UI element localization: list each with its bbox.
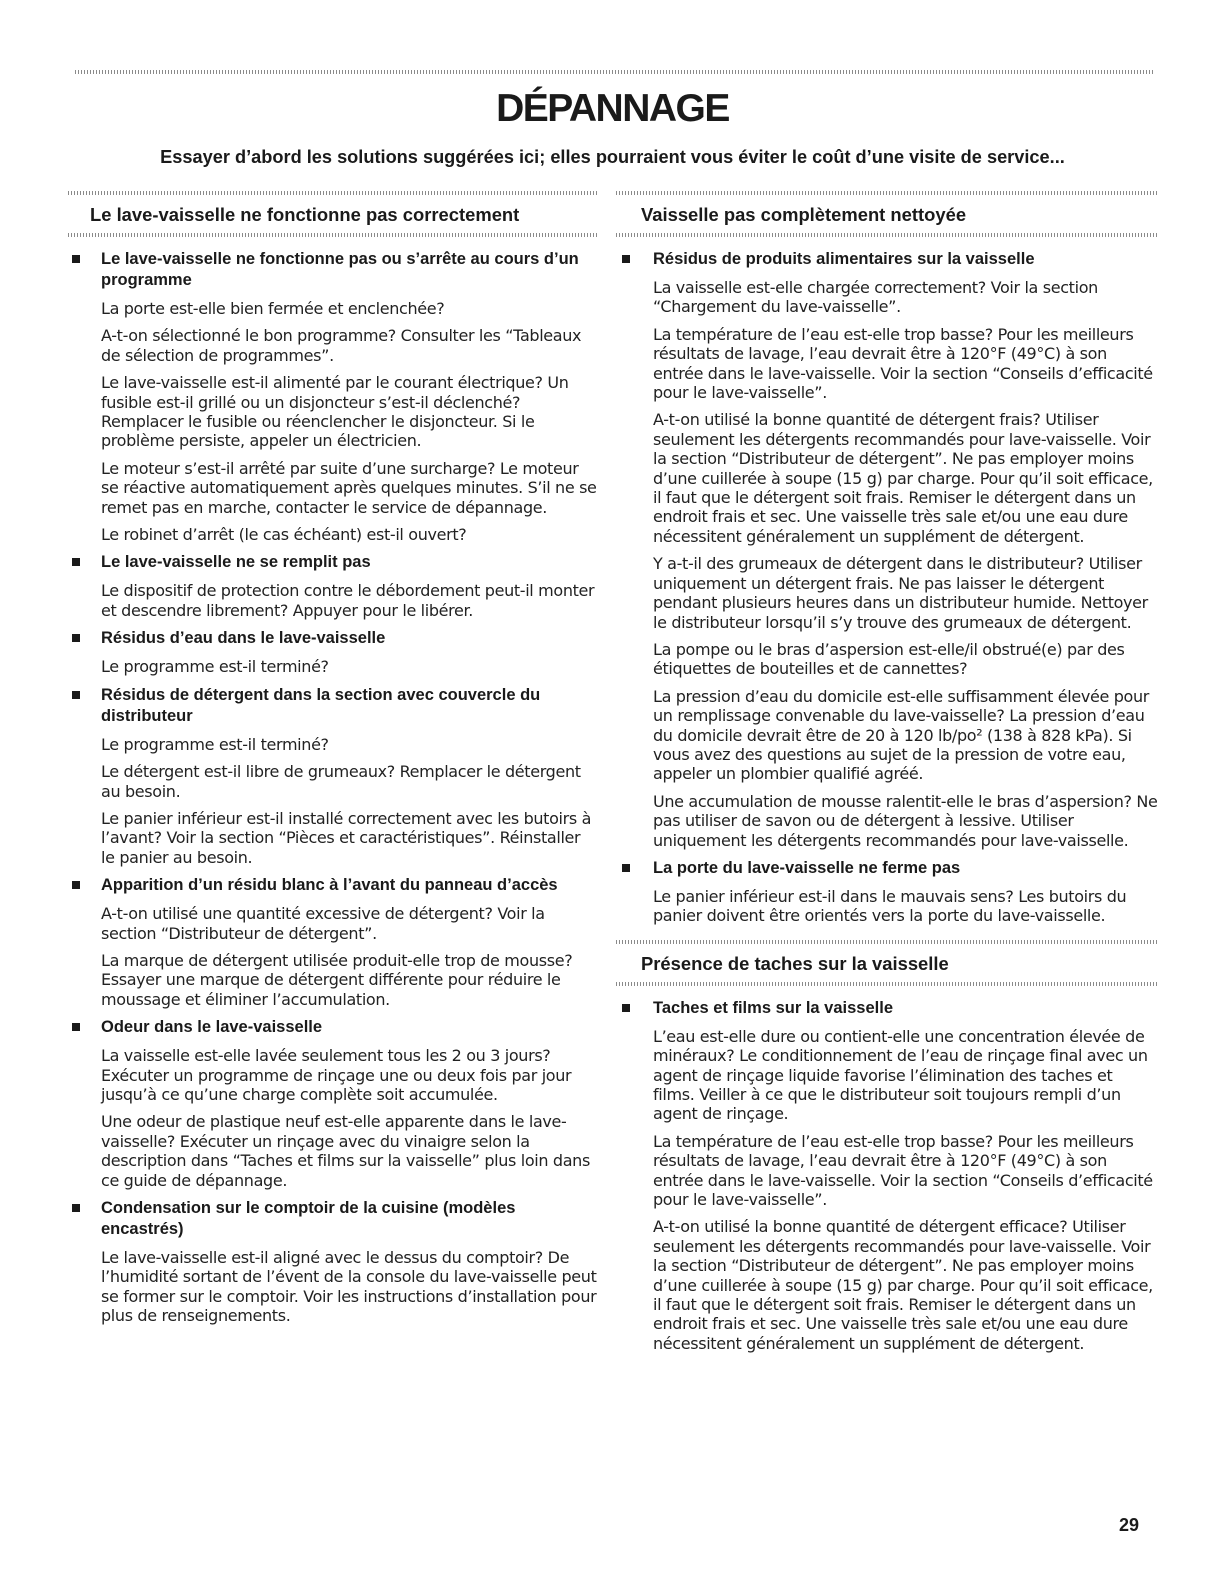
solution-text: La vaisselle est-elle chargée correctement? Voir la section “Chargement du lave-vaisselle”. [653,278,1098,317]
solution-text: La pompe ou le bras d’aspersion est-elle/il obstrué(e) par des étiquettes de bouteilles et de cannettes? [653,639,1125,679]
square-bullet-icon [72,634,80,642]
problem-title: Odeur dans le lave-vaisselle [101,1018,323,1037]
section-title: Le lave-vaisselle ne fonctionne pas correctement [90,204,520,225]
section-header [68,191,598,237]
solution-text: Le programme est-il terminé? [101,657,329,677]
section-title: Vaisselle pas complètement nettoyée [641,204,967,225]
solution-text: La porte est-elle bien fermée et enclenchée? [101,299,445,318]
troubleshooting-item [68,628,598,676]
section-header [616,940,1158,986]
solution-text: A-t-on utilisé la bonne quantité de détergent frais? Utiliser seulement les détergents recommandés pour lave-vaisselle. Voir la section “Distributeur de détergent”. Ne pas employer moins d’une cuillerée à soupe (15 g) par charge. Pour qu’il soit efficace, il faut que le détergent soit frais. Remiser le détergent dans un endroit frais et sec. Une vaisselle très sale et/ou une eau dure nécessitent généralement un supplément de détergent. [653,410,1153,546]
square-bullet-icon [622,1004,630,1012]
problem-title: Taches et films sur la vaisselle [653,998,893,1017]
troubleshooting-list [616,249,1158,926]
square-bullet-icon [72,1204,80,1212]
section-header [616,191,1158,237]
troubleshooting-item [68,1017,598,1190]
square-bullet-icon [72,881,80,889]
section-title: Présence de taches sur la vaisselle [641,952,949,974]
square-bullet-icon [622,255,630,263]
problem-title: Apparition d’un résidu blanc à l’avant du panneau d’accès [101,876,558,895]
solution-text: A-t-on utilisé une quantité excessive de détergent? Voir la section “Distributeur de détergent”. [101,904,545,943]
troubleshooting-item [68,875,598,1009]
page-number: 29 [1119,1515,1140,1535]
solution-text: La température de l’eau est-elle trop basse? Pour les meilleurs résultats de lavage, l’eau devrait être à 120°F (49°C) à son entrée dans le lave-vaisselle. Voir la section “Conseils d’efficacité pour le lave-vaisselle”. [653,1131,1153,1210]
solution-text: La pression d’eau du domicile est-elle suffisamment élevée pour un remplissage convenable du lave-vaisselle? La pression d’eau du domicile devrait être de 20 à 120 lb/po² (138 à 828 kPa). Si vous avez des questions au sujet de la pression de votre eau, appeler un plombier qualifié agréé. [653,686,1149,784]
troubleshooting-item [68,1198,598,1326]
troubleshooting-item [68,552,598,620]
troubleshooting-item [68,249,598,544]
troubleshooting-item [616,998,1158,1354]
solution-text: Le robinet d’arrêt (le cas échéant) est-il ouvert? [101,525,467,545]
problem-title: Résidus de détergent dans la section avec couvercle du distributeur [101,685,541,725]
solution-text: Le lave-vaisselle est-il alimenté par le courant électrique? Un fusible est-il grillé ou un disjoncteur s’est-il déclenché? Remplacer le fusible ou réenclencher le disjoncteur. Si le problème persiste, appeler un électricien. [101,373,569,451]
solution-text: Le dispositif de protection contre le débordement peut-il monter et descendre librement? Appuyer pour le libérer. [101,581,595,620]
square-bullet-icon [72,1023,80,1031]
solution-text: La vaisselle est-elle lavée seulement tous les 2 ou 3 jours? Exécuter un programme de rinçage une ou deux fois par jour jusqu’à ce qu’une charge complète soit accumulée. [101,1046,572,1104]
solution-text: Une odeur de plastique neuf est-elle apparente dans le lave-vaisselle? Exécuter un rinçage avec du vinaigre selon la description dans “Taches et films sur la vaisselle” plus loin dans ce guide de dépannage. [101,1112,590,1190]
square-bullet-icon [622,864,630,872]
square-bullet-icon [72,558,80,566]
troubleshooting-list [616,998,1158,1354]
page-title: DÉPANNAGE [496,87,729,130]
solution-text: La marque de détergent utilisée produit-elle trop de mousse? Essayer une marque de détergent différente pour réduire le moussage et éliminer l’accumulation. [101,950,573,1009]
solution-text: Le panier inférieur est-il installé correctement avec les butoirs à l’avant? Voir la section “Pièces et caractéristiques”. Réinstaller le panier au besoin. [101,808,592,867]
problem-title: Condensation sur le comptoir de la cuisine (modèles encastrés) [101,1199,516,1238]
problem-title: Le lave-vaisselle ne fonctionne pas ou s’arrête au cours d’un programme [101,250,579,289]
problem-title: Résidus d’eau dans le lave-vaisselle [101,629,386,648]
square-bullet-icon [72,691,80,699]
right-column [616,191,1158,1361]
problem-title: Le lave-vaisselle ne se remplit pas [101,553,371,572]
solution-text: Le détergent est-il libre de grumeaux? Remplacer le détergent au besoin. [101,762,581,801]
solution-text: La température de l’eau est-elle trop basse? Pour les meilleurs résultats de lavage, l’eau devrait être à 120°F (49°C) à son entrée dans le lave-vaisselle. Voir la section “Conseils d’efficacité pour le lave-vaisselle”. [653,324,1153,403]
page-subtitle: Essayer d’abord les solutions suggérées ici; elles pourraient vous éviter le coût d’une visite de service... [160,147,1065,167]
solution-text: A-t-on sélectionné le bon programme? Consulter les “Tableaux de sélection de programmes”. [101,326,582,365]
troubleshooting-item [68,685,598,867]
troubleshooting-list [68,249,598,1326]
solution-text: Y a-t-il des grumeaux de détergent dans le distributeur? Utiliser uniquement un détergent frais. Ne pas laisser le détergent pendant plusieurs heures dans un distributeur humide. Nettoyer le distributeur lorsqu’il s’y trouve des grumeaux de détergent. [653,554,1148,632]
solution-text: Le programme est-il terminé? [101,734,329,754]
top-rule [75,70,1155,74]
solution-text: Le lave-vaisselle est-il aligné avec le dessus du comptoir? De l’humidité sortant de l’évent de la console du lave-vaisselle peut se former sur le comptoir. Voir les instructions d’installation pour plus de renseignements. [101,1248,597,1326]
troubleshooting-item [616,858,1158,926]
solution-text: A-t-on utilisé la bonne quantité de détergent efficace? Utiliser seulement les détergents recommandés pour lave-vaisselle. Voir la section “Distributeur de détergent”. Ne pas employer moins d’une cuillerée à soupe (15 g) par charge. Pour qu’il soit efficace, il faut que le détergent soit frais. Remiser le détergent dans un endroit frais et sec. Une vaisselle très sale et/ou une eau dure nécessitent généralement un supplément de détergent. [653,1217,1153,1353]
square-bullet-icon [72,255,80,263]
problem-title: La porte du lave-vaisselle ne ferme pas [653,858,961,877]
problem-title: Résidus de produits alimentaires sur la vaisselle [653,250,1035,268]
solution-text: L’eau est-elle dure ou contient-elle une concentration élevée de minéraux? Le conditionnement de l’eau de rinçage final avec un agent de rinçage liquide favorise l’élimination des taches et films. Veiller à ce que le distributeur soit toujours rempli d’un agent de rinçage. [653,1026,1148,1124]
solution-text: Le panier inférieur est-il dans le mauvais sens? Les butoirs du panier doivent être orientés vers la porte du lave-vaisselle. [653,886,1127,926]
solution-text: Une accumulation de mousse ralentit-elle le bras d’aspersion? Ne pas utiliser de savon ou de détergent à lessive. Utiliser uniquement les détergents recommandés pour lave-vaisselle. [653,791,1158,850]
left-column [68,191,598,1334]
troubleshooting-item [616,249,1158,850]
solution-text: Le moteur s’est-il arrêté par suite d’une surcharge? Le moteur se réactive automatiquement après quelques minutes. S’il ne se remet pas en marche, contacter le service de dépannage. [101,458,597,517]
